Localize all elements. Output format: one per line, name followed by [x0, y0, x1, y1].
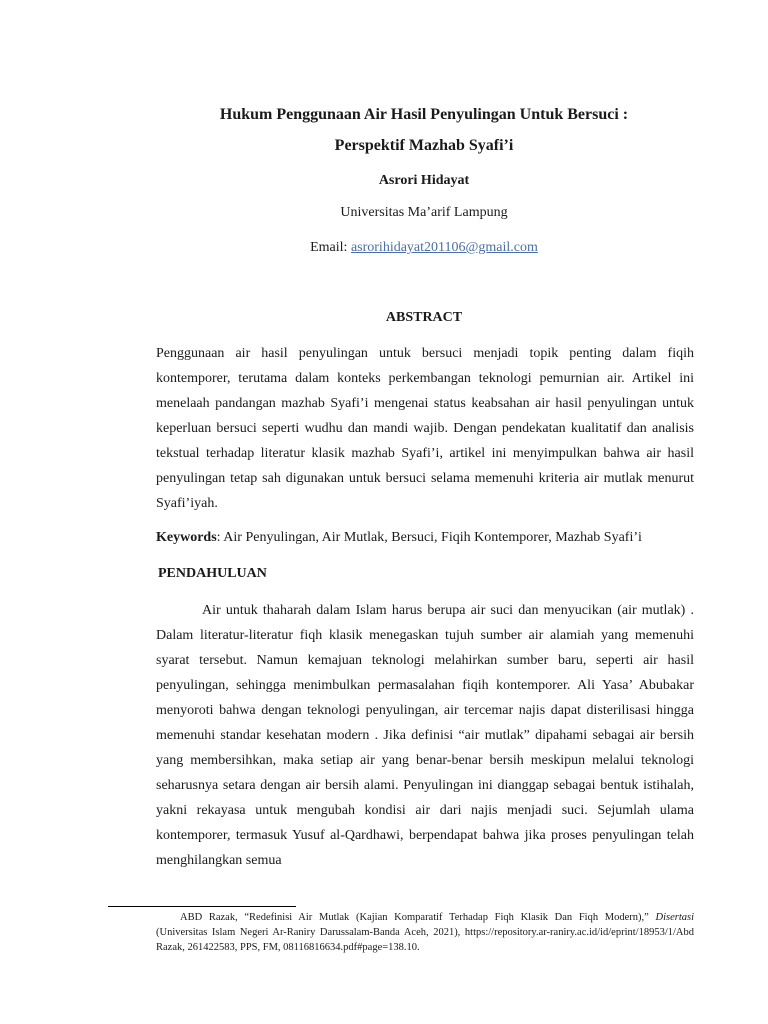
paper-title-line-1: Hukum Penggunaan Air Hasil Penyulingan Untuk Bersuci :: [219, 106, 629, 123]
section-heading: PENDAHULUAN: [158, 566, 267, 581]
abstract-heading: ABSTRACT: [385, 310, 463, 325]
abstract-text: Penggunaan air hasil penyulingan untuk bersuci menjadi topik penting dalam fiqih kontemporer, terutama dalam konteks perkembangan teknologi pemurnian air. Artikel ini menelaah pandangan mazhab Syafi’i mengenai status keabsahan air hasil penyulingan untuk keperluan bersuci seperti wudhu dan mandi wajib. Dengan pendekatan kualitatif dan analisis tekstual terhadap literatur klasik mazhab Syafi’i, artikel ini menyimpulkan bahwa air hasil penyulingan tetap sah digunakan untuk bersuci selama memenuhi kriteria air mutlak menurut Syafi’iyah.: [156, 346, 694, 511]
email-link[interactable]: asrorihidayat201106@gmail.com: [350, 240, 538, 255]
author-affiliation: Universitas Ma’arif Lampung: [340, 205, 508, 220]
keywords-line: [156, 530, 694, 546]
footnote-italic: Disertasi: [655, 912, 694, 923]
email-label: Email:: [310, 240, 351, 255]
keywords-label: Keywords: [156, 530, 217, 545]
footnote-text-1: ABD Razak, “Redefinisi Air Mutlak (Kajian Komparatif Terhadap Fiqh Klasik Dan Fiqh Modern),”: [180, 912, 656, 923]
section-body-text: Air untuk thaharah dalam Islam harus berupa air suci dan menyucikan (air mutlak) . Dalam literatur-literatur fiqh klasik menegaskan tujuh sumber air alamiah yang memenuhi syarat tersebut. Namun kemajuan teknologi melahirkan sumber baru, seperti air hasil penyulingan, sehingga menimbulkan permasalahan fiqih kontemporer. Ali Yasa’ Abubakar menyoroti bahwa dengan teknologi penyulingan, air tercemar najis dapat disterilisasi hingga memenuhi standar kesehatan modern . Jika definisi “air mutlak” dipahami sebagai air bersih yang membersihkan, maka setiap air yang benar-benar bersih meskipun melalui teknologi seharusnya setara dengan air bersih alami. Penyulingan ini dianggap sebagai bentuk istihalah, yakni rekayasa untuk mengubah kondisi air dari najis menjadi suci. Sejumlah ulama kontemporer, termasuk Yusuf al-Qardhawi, berpendapat bahwa jika proses penyulingan telah menghilangkan semua: [156, 603, 694, 868]
keywords-list: : Air Penyulingan, Air Mutlak, Bersuci, Fiqih Kontemporer, Mazhab Syafi’i: [216, 530, 642, 545]
footnote-text-2: (Universitas Islam Negeri Ar-Raniry Darussalam-Banda Aceh, 2021), https://repository.ar-raniry.ac.id/id/eprint/18953/1/Abd Razak, 261422583, PPS, FM, 08116816634.pdf#page=138.10.: [156, 927, 694, 953]
footnote-separator: [108, 906, 296, 907]
author-email-line: [150, 240, 698, 256]
footnote: [156, 910, 694, 955]
paper-title-line-2: Perspektif Mazhab Syafi’i: [334, 137, 514, 154]
author-name: Asrori Hidayat: [378, 173, 470, 188]
